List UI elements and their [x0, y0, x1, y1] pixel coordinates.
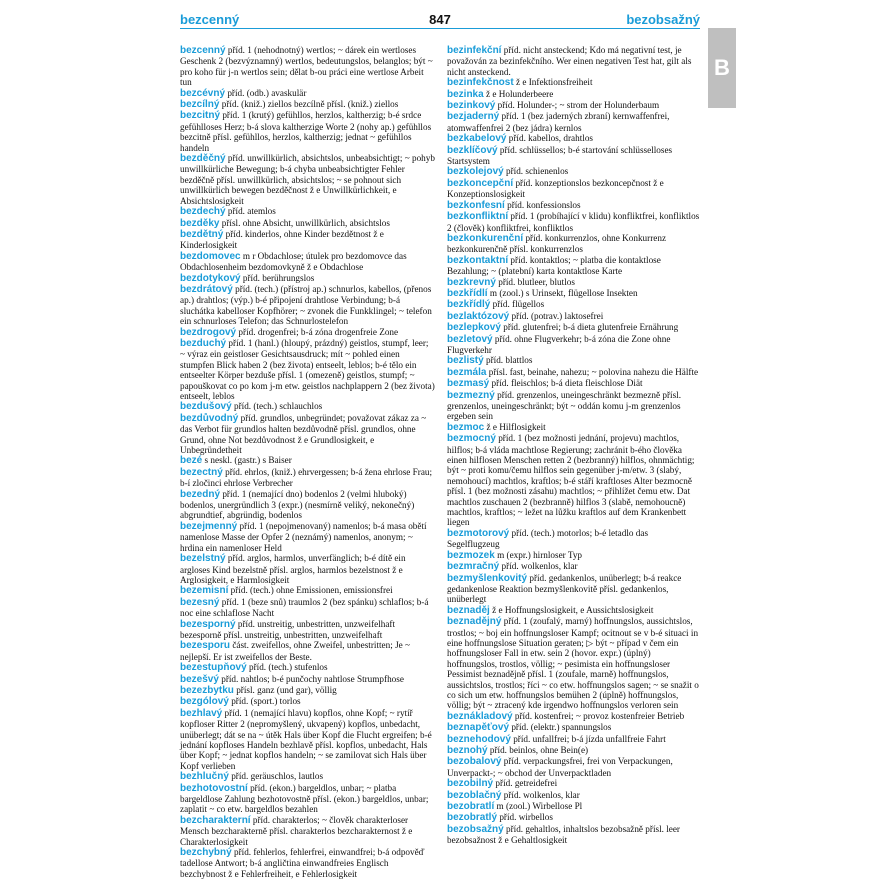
entry-body: příd. blutleer, blutlos: [498, 276, 575, 287]
entry-headword: bezesporu: [180, 640, 231, 652]
entry-body: příd. grundlos, unbegründet; považovat zákaz za ~ das Verbot für grundlos halten bezdůvodně přísl. grundlos, ohne Grund, ohne Not bezdůvodnost ž e Grundlosigkeit, e Unbegründetheit: [180, 412, 427, 456]
entry-headword: beznohý: [447, 745, 488, 756]
entry-body: příd. konzeptionslos bezkoncepčnost ž e Konzeptionslosigkeit: [447, 177, 664, 200]
dictionary-entry: [180, 597, 435, 619]
entry-headword: bezlaktózový: [447, 310, 510, 322]
entry-headword: bezinkový: [447, 100, 496, 112]
entry-headword: bezmyšlenkovitý: [447, 572, 528, 584]
entry-headword: bezdušový: [180, 401, 232, 413]
entry-body: příd. nahtlos; b-é punčochy nahtlose Strumpfhose: [221, 673, 404, 684]
entry-headword: bezmála: [447, 366, 487, 378]
entry-headword: bezjaderný: [447, 111, 500, 123]
entry-body: příd. nicht ansteckend; Kdo má negativní test, je považován za bezinfekčního. Wer einen negativen Test hat, gilt als nicht ansteckend.: [447, 45, 692, 77]
entry-body: příd. atemlos: [227, 206, 276, 217]
dictionary-entry: [447, 166, 702, 177]
entry-body: příd. wolkenlos, klar: [501, 561, 578, 572]
dictionary-entry: [447, 45, 702, 77]
dictionary-entry: [447, 378, 702, 389]
entry-body: příd. geräuschlos, lautlos: [231, 771, 324, 782]
dictionary-entry: [447, 422, 702, 433]
entry-headword: bezkonfesní: [447, 199, 505, 211]
dictionary-entry: [447, 812, 702, 823]
entry-headword: beznaděj: [447, 604, 490, 616]
dictionary-entry: [180, 640, 435, 662]
entry-body: příd. berührungslos: [242, 272, 315, 283]
entry-body: ž e Hilflosigkeit: [486, 421, 546, 432]
entry-body: příd. (tech.) stufenlos: [248, 662, 328, 673]
entry-headword: bezobratlý: [447, 812, 498, 824]
dictionary-entry: [447, 211, 702, 233]
entry-headword: bezmocný: [447, 433, 496, 445]
dictionary-entry: [180, 685, 435, 696]
dictionary-entry: [447, 145, 702, 167]
entry-body: přísl. fast, beinahe, nahezu; ~ polovina nahezu die Hälfte: [488, 366, 699, 377]
entry-headword: bezletový: [447, 333, 493, 345]
dictionary-entry: [447, 778, 702, 789]
dictionary-entry: [447, 178, 702, 200]
entry-headword: bezcenný: [180, 45, 226, 56]
entry-headword: bezkrevný: [447, 276, 496, 288]
dictionary-entry: [447, 288, 702, 299]
entry-headword: bezé: [180, 455, 203, 467]
right-column: [447, 45, 702, 845]
dictionary-entry: [180, 229, 435, 251]
dictionary-entry: [447, 334, 702, 356]
entry-headword: bezesný: [180, 596, 220, 608]
entry-body: m (expr.) hirnloser Typ: [497, 549, 583, 560]
entry-headword: bezcévný: [180, 87, 226, 99]
dictionary-entry: [447, 801, 702, 812]
entry-body: příd. (tech.) (přístroj ap.) schnurlos, kabellos, (přenos ap.) drahtlos; (výp.) b-é připojení drahtlose Verbindung; b-á sluchátka kabelloser Kopfhörer; ~ zvonek die Funkklingel; ~ telefon ein schnurloses Telefon; das Schnurlostelefon: [180, 283, 432, 327]
entry-body: příd. getreidefrei: [495, 778, 558, 789]
entry-body: s neskl. (gastr.) s Baiser: [204, 455, 292, 466]
dictionary-entry: [447, 200, 702, 211]
entry-headword: bezhlavý: [180, 707, 223, 719]
entry-headword: bezděky: [180, 217, 220, 229]
entry-body: příd. konfessionslos: [507, 199, 581, 210]
entry-headword: bezdrátový: [180, 283, 233, 295]
left-column: [180, 45, 435, 879]
entry-body: příd. (odb.) avaskulär: [227, 87, 307, 98]
entry-headword: bezkoncepční: [447, 177, 514, 189]
entry-body: ž e Hoffnungslosigkeit, e Aussichtslosigkeit: [492, 604, 654, 615]
entry-headword: bezkontaktní: [447, 254, 509, 266]
dictionary-entry: [447, 722, 702, 733]
entry-body: příd. (potrav.) laktosefrei: [511, 310, 604, 321]
dictionary-entry: [447, 824, 702, 846]
guide-word-left: bezcenný: [180, 12, 240, 27]
entry-headword: bezlepkový: [447, 322, 501, 334]
entry-body: příd. unstreitig, unbestritten, unzweifelhaft bezesporně přísl. unstreitig, unbestritten, unzweifelhaft: [180, 618, 396, 640]
entry-body: příd. (tech.) ohne Emissionen, emissionsfrei: [230, 585, 393, 596]
dictionary-entry: [180, 88, 435, 99]
dictionary-entry: [180, 674, 435, 685]
entry-headword: bezduchý: [180, 337, 227, 349]
entry-headword: bezemisní: [180, 585, 229, 597]
entry-body: příd. kontaktlos; ~ platba die kontaktlose Bezahlung; ~ (platební) karta kontaktlose Karte: [447, 254, 661, 277]
dictionary-entry: [180, 401, 435, 412]
entry-headword: bezkabelový: [447, 133, 507, 145]
dictionary-entry: [447, 355, 702, 366]
entry-body: příd. (sport.) torlos: [231, 696, 301, 707]
entry-headword: bezhlučný: [180, 771, 229, 783]
letter-thumb-tab: B: [708, 28, 736, 108]
entry-body: příd. schlüssellos; b-é startování schlüsselloses Startsystem: [447, 144, 673, 167]
entry-body: příd. 1 (nehodnotný) wertlos; ~ dárek ein wertloses Geschenk 2 (bezvýznamný) wertlos, bedeutungslos, belanglos; být ~ pro koho für j-n wertlos sein; dělat b-ou práci eine wertlose Arbeit tun: [180, 45, 433, 88]
dictionary-entry: [447, 390, 702, 422]
dictionary-entry: [180, 489, 435, 521]
page-number: 847: [429, 12, 451, 27]
dictionary-entry: [180, 284, 435, 327]
entry-headword: bezectný: [180, 466, 223, 478]
entry-body: příd. wirbellos: [499, 812, 553, 823]
entry-body: příd. verpackungsfrei, frei von Verpackungen, Unverpackt-; ~ obchod der Unverpacktladen: [447, 756, 673, 778]
entry-headword: bezklíčový: [447, 144, 498, 156]
entry-headword: beznákladový: [447, 710, 513, 722]
entry-headword: bezcílný: [180, 99, 220, 111]
entry-headword: bezejmenný: [180, 520, 238, 532]
dictionary-entry: [447, 89, 702, 100]
entry-headword: bezkonfliktní: [447, 211, 509, 223]
dictionary-entry: [180, 815, 435, 847]
entry-headword: bezobsažný: [447, 823, 504, 835]
dictionary-entry: [447, 616, 702, 711]
dictionary-entry: [447, 605, 702, 616]
entry-headword: beznehodový: [447, 733, 511, 745]
dictionary-entry: [180, 771, 435, 782]
dictionary-entry: [447, 711, 702, 722]
entry-headword: bezdětný: [180, 228, 224, 240]
entry-headword: bezcharakterní: [180, 814, 251, 826]
header-rule: [180, 28, 700, 29]
entry-headword: bezhotovostní: [180, 782, 248, 794]
entry-body: příd. gehaltlos, inhaltslos bezobsažně přísl. leer bezobsažnost ž e Gehaltlosigkeit: [447, 823, 680, 846]
dictionary-entry: [447, 528, 702, 550]
entry-headword: bezcitný: [180, 110, 221, 122]
entry-body: m r Obdachlose; útulek pro bezdomovce das Obdachlosenheim bezdomovkyně ž e Obdachlose: [180, 250, 407, 273]
entry-body: příd. kostenfrei; ~ provoz kostenfreier Betrieb: [514, 710, 685, 721]
entry-body: příd. (kniž.) ziellos bezcílně přísl. (kniž.) ziellos: [221, 99, 399, 110]
dictionary-entry: [180, 455, 435, 466]
dictionary-entry: [180, 521, 435, 553]
dictionary-entry: [180, 783, 435, 815]
dictionary-entry: [180, 218, 435, 229]
entry-body: příd. 1 (nepojmenovaný) namenlos; b-á masa obětí namenlose Masse der Opfer 2 (neznámý) namenlos, anonym; ~ hrdina ein namenloser Held: [180, 520, 427, 553]
entry-headword: bezmasý: [447, 378, 490, 390]
entry-headword: bezdomovec: [180, 250, 241, 262]
entry-body: příd. fehlerlos, fehlerfrei, einwandfrei; b-á odpověď tadellose Antwort; b-á angličtina einwandfreies Englisch bezchybnost ž e Fehlerfreiheit, e Fehlerlosigkeit: [180, 847, 425, 879]
entry-headword: bezobalový: [447, 756, 502, 768]
dictionary-entry: [180, 467, 435, 489]
dictionary-entry: [180, 619, 435, 641]
entry-headword: bezkřídlí: [447, 287, 488, 299]
dictionary-entry: [447, 255, 702, 277]
entry-headword: beznadějný: [447, 616, 502, 628]
entry-body: příd. wolkenlos, klar: [503, 789, 580, 800]
dictionary-entry: [447, 100, 702, 111]
dictionary-entry: [447, 299, 702, 310]
entry-body: příd. fleischlos; b-á dieta fleischlose Diät: [491, 378, 643, 389]
dictionary-entry: [180, 327, 435, 338]
entry-headword: bezmračný: [447, 561, 500, 573]
entry-headword: bezkonkurenční: [447, 232, 524, 244]
entry-body: ž e Infektionsfreiheit: [515, 77, 593, 88]
entry-body: příd. unfallfrei; b-á jízda unfallfreie Fahrt: [513, 733, 666, 744]
dictionary-entry: [447, 561, 702, 572]
entry-headword: bezedný: [180, 488, 221, 500]
entry-headword: bezešvý: [180, 673, 219, 685]
dictionary-entry: [447, 133, 702, 144]
entry-body: příd. schienenlos: [506, 166, 569, 177]
entry-body: příd. ohne Flugverkehr; b-á zóna die Zone ohne Flugverkehr: [447, 333, 671, 355]
entry-headword: bezmozek: [447, 549, 495, 561]
dictionary-entry: [180, 662, 435, 673]
entry-headword: bezdrogový: [180, 326, 237, 338]
entry-body: m (zool.) Wirbellose Pl: [496, 801, 583, 812]
dictionary-entry: [180, 273, 435, 284]
entry-body: příd. 1 (zoufalý, marný) hoffnungslos, aussichtslos, trostlos; ~ boj ein hoffnungsloser Kampf; ocitnout se v b-é situaci in eine hoffnungslose Situation geraten; ▷ být ~ případ v čem ein hoffnungsloser Fall in etw. sein 2 (hovor. expr.) (úplný) hoffnungslos, trostlos, völlig; ~ pesimista ein hoffnungsloser Pessimist beznadějně přísl. 1 (zoufale, marně) hoffnungslos, aussichtslos, trostlos; říci ~ co etw. hoffnungslos sagen; ~ se snažit o co sich um etw. hoffnungslos bemühen 2 (úplně) hoffnungslos, völlig; být ~ ztracený kde irgendwo hoffnungslos verloren sein: [447, 616, 699, 711]
dictionary-entry: [180, 153, 435, 206]
entry-body: příd. konkurrenzlos, ohne Konkurrenz bezkonkurenčně přísl. konkurrenzlos: [447, 232, 667, 255]
entry-body: přísl. ohne Absicht, unwillkürlich, absichtslos: [221, 217, 390, 228]
entry-body: příd. (tech.) schlauchlos: [233, 401, 323, 412]
entry-body: příd. (ekon.) bargeldlos, unbar; ~ platba bargeldlose Zahlung bezhotovostně přísl. (ekon.) bargeldlos, unbar; zaplatit ~ co etw. bargeldlos bezahlen: [180, 782, 429, 815]
entry-body: příd. 1 (probíhající v klidu) konfliktfrei, konfliktlos 2 (člověk) konfliktfrei, konfliktlos: [447, 211, 700, 233]
entry-body: příd. (tech.) motorlos; b-é letadlo das Segelflugzeug: [447, 527, 649, 550]
entry-body: příd. (elektr.) spannungslos: [511, 722, 612, 733]
dictionary-entry: [447, 77, 702, 88]
entry-body: přísl. ganz (und gar), völlig: [236, 684, 337, 695]
dictionary-entry: [447, 233, 702, 255]
entry-body: ž e Holunderbeere: [485, 88, 554, 99]
entry-headword: bezinfekčnost: [447, 77, 514, 89]
entry-body: příd. 1 (nemající hlavu) kopflos, ohne Kopf; ~ rytíř kopfloser Ritter 2 (nepromyšlený, ukvapený) kopflos, unbedacht, unüberlegt; dát se na ~ útěk Hals über Kopf die Flucht ergreifen; b-é jednání kopfloses Handeln bezhlavě přísl. kopflos, unbedacht, Hals über Kopf; ~ jednat kopflos handeln; ~ se zamilovat sich Hals über Kopf verlieben: [180, 707, 432, 771]
entry-headword: bezoblačný: [447, 789, 502, 801]
dictionary-entry: [447, 790, 702, 801]
entry-headword: bezkřídlý: [447, 299, 491, 311]
dictionary-entry: [447, 756, 702, 778]
entry-headword: bezdotykový: [180, 272, 241, 284]
dictionary-entry: [180, 206, 435, 217]
entry-body: příd. glutenfrei; b-á dieta glutenfreie Ernährung: [503, 322, 679, 333]
entry-body: příd. kabellos, drahtlos: [508, 133, 593, 144]
entry-body: příd. kinderlos, ohne Kinder bezdětnost ž e Kinderlosigkeit: [180, 228, 384, 251]
entry-headword: bezgólový: [180, 696, 229, 708]
entry-body: příd. 1 (nemající dno) bodenlos 2 (velmi hluboký) bodenlos, unergründlich 3 (expr.) (nesmírně veliký, nekonečný) abgrundtief, abgründig, bodenlos: [180, 488, 415, 521]
entry-headword: bezobratlí: [447, 801, 495, 813]
entry-headword: bezdůvodný: [180, 412, 239, 424]
dictionary-entry: [447, 277, 702, 288]
dictionary-entry: [447, 111, 702, 133]
dictionary-entry: [180, 585, 435, 596]
entry-headword: bezinfekční: [447, 45, 502, 56]
entry-body: příd. grenzenlos, uneingeschränkt bezmezně přísl. grenzenlos, uneingeschränkt; být ~ oddán komu j-m grenzenlos ergeben sein: [447, 389, 682, 422]
dictionary-entry: [180, 696, 435, 707]
dictionary-entry: [180, 251, 435, 273]
dictionary-entry: [180, 413, 435, 456]
entry-body: příd. charakterlos; ~ člověk charakterloser Mensch bezcharakterně přísl. charakterlos bezcharakternost ž e Charakterlosigkeit: [180, 814, 413, 847]
dictionary-entry: [447, 734, 702, 745]
entry-headword: bezelstný: [180, 553, 226, 565]
dictionary-entry: [180, 338, 435, 401]
entry-body: m (zool.) s Urinsekt, flügellose Insekten: [489, 287, 638, 298]
entry-headword: bezinka: [447, 88, 484, 100]
dictionary-entry: [180, 45, 435, 88]
dictionary-entry: [447, 367, 702, 378]
entry-headword: bezdechý: [180, 206, 226, 218]
dictionary-entry: [447, 745, 702, 756]
entry-body: příd. 1 (krutý) gefühllos, herzlos, kaltherzig; b-é srdce gefühlloses Herz; b-á slova kaltherzige Worte 2 (nohy ap.) gefühllos bezcitně přísl. gefühllos, herzlos, kaltherzig; jednat ~ gefühllos handeln: [180, 110, 432, 153]
guide-word-right: bezobsažný: [626, 12, 700, 27]
entry-headword: bezkolejový: [447, 166, 504, 178]
dictionary-entry: [180, 110, 435, 153]
page-header: [0, 10, 872, 30]
dictionary-entry: [180, 99, 435, 110]
entry-headword: bezesporný: [180, 618, 236, 630]
entry-headword: bezezbytku: [180, 684, 234, 696]
entry-headword: bezlistý: [447, 355, 484, 367]
entry-body: příd. 1 (bez možnosti jednání, projevu) machtlos, hilflos; b-á vláda machtlose Regierung; zachránit b-ého člověka einen hilflosen Menschen retten 2 (bezbranný) hilflos, ohnmächtig; být ~ proti komu/čemu hilflos sein gegenüber j-m/etw. 3 (slabý, nemohoucí) machtlos, kraftlos; b-é stáří kraftloses Alter bezmocně přísl. 1 (bez možnosti zásahu) machtlos; ~ přihlížet čemu etw. Dat machtlos zuschauen 2 (bezbranně) hilflos 3 (slabě, nemohoucně) machtlos, kraftlos; ~ ležet na lůžku kraftlos auf dem Krankenbett liegen: [447, 433, 695, 528]
entry-body: příd. 1 (bez jaderných zbraní) kernwaffenfrei, atomwaffenfrei 2 (bez jádra) kernlos: [447, 111, 670, 133]
entry-body: příd. blattlos: [485, 355, 533, 366]
entry-body: část. zweifellos, ohne Zweifel, unbestritten; Je ~ nejlepší. Er ist zweifellos der Beste.: [180, 640, 411, 662]
entry-body: příd. 1 (beze snů) traumlos 2 (bez spánku) schlaflos; b-á noc eine schlaflose Nacht: [180, 596, 429, 619]
entry-body: příd. flügellos: [492, 299, 545, 310]
entry-body: příd. arglos, harmlos, unverfänglich; b-é dítě ein argloses Kind bezelstně přísl. arglos, harmlos bezelstnost ž e Arglosigkeit, e Harmlosigkeit: [180, 553, 406, 585]
entry-body: příd. gedankenlos, unüberlegt; b-á reakce gedankenlose Reaktion bezmyšlenkovitě přísl. gedankenlos, unüberlegt: [447, 572, 682, 605]
entry-body: příd. drogenfrei; b-á zóna drogenfreie Zone: [238, 326, 399, 337]
entry-headword: bezmotorový: [447, 527, 510, 539]
entry-headword: bezmezný: [447, 389, 495, 401]
entry-headword: beznapěťový: [447, 722, 510, 734]
dictionary-entry: [447, 433, 702, 528]
entry-headword: bezestupňový: [180, 662, 247, 674]
entry-headword: bezmoc: [447, 421, 485, 433]
entry-headword: bezděčný: [180, 153, 226, 165]
entry-body: příd. Holunder-; ~ strom der Holunderbaum: [497, 100, 660, 111]
dictionary-entry: [447, 322, 702, 333]
dictionary-entry: [180, 553, 435, 585]
entry-body: příd. 1 (hanl.) (hloupý, prázdný) geistlos, stumpf, leer; ~ výraz ein geistloser Gesichtsausdruck; mít ~ pohled einen stumpfen Blick haben 2 (bez života) entseelt, leblos; b-é tělo ein entseelter Körper bezduše přísl. 1 (omezeně) geistlos, stumpf; ~ papouškovat co po kom j-m etw. geistlos nachplappern 2 (bez života) entseelt, leblos: [180, 337, 435, 401]
entry-body: příd. beinlos, ohne Bein(e): [489, 745, 589, 755]
dictionary-entry: [447, 573, 702, 605]
dictionary-entry: [447, 550, 702, 561]
entry-body: příd. unwillkürlich, absichtslos, unbeabsichtigt; ~ pohyb unwillkürliche Bewegung; b-á chyba unbeabsichtigter Fehler bezděčně přísl. unwillkürlich, absichtslos; ~ se pohnout sich unwillkürlich bewegen bezděčnost ž e Unwillkürlichkeit, e Absichtslosigkeit: [180, 153, 435, 206]
entry-body: příd. ehrlos, (kniž.) ehrvergessen; b-á žena ehrlose Frau; b-í zločinci ehrlose Verbrecher: [180, 466, 433, 489]
entry-headword: bezobilný: [447, 778, 494, 790]
dictionary-entry: [447, 311, 702, 322]
dictionary-entry: [180, 847, 435, 879]
dictionary-entry: [180, 708, 435, 771]
entry-headword: bezchybný: [180, 847, 232, 859]
